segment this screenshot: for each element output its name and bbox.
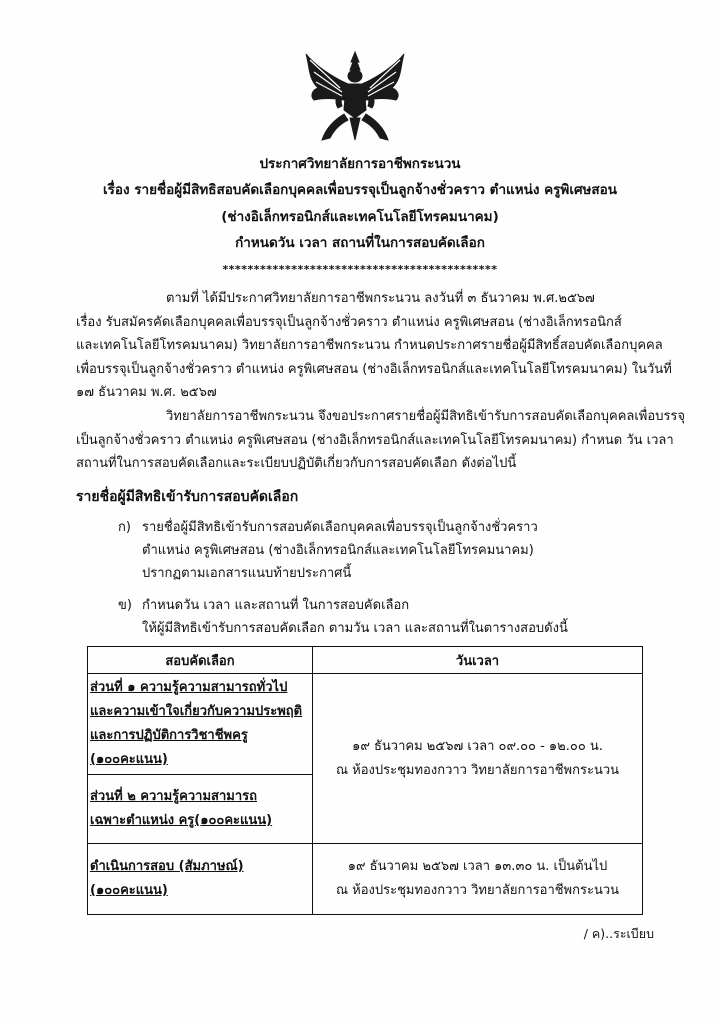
list-item-line: ปรากฏตามเอกสารแนบท้ายประกาศนี้ bbox=[142, 566, 352, 581]
cell-line: ส่วนที่ ๒ ความรู้ความสามารถ bbox=[90, 789, 257, 804]
exam-part-1 bbox=[88, 674, 313, 775]
column-header-datetime: วันเวลา bbox=[313, 647, 643, 674]
separator-stars: ******************************************** bbox=[222, 263, 498, 276]
exam-part-3 bbox=[88, 844, 313, 915]
column-header-exam: สอบคัดเลือก bbox=[88, 647, 313, 674]
eligible-list-heading: รายชื่อผู้มีสิทธิเข้ารับการสอบคัดเลือก bbox=[76, 489, 299, 505]
list-item-line: รายชื่อผู้มีสิทธิเข้ารับการสอบคัดเลือกบุคคลเพื่อบรรจุเป็นลูกจ้างชั่วคราว bbox=[142, 520, 538, 535]
cell-line: และการปฏิบัติการวิชาชีพครู bbox=[90, 728, 248, 743]
cell-line: ณ ห้องประชุมทองกวาว วิทยาลัยการอาชีพกระนวน bbox=[335, 762, 620, 778]
paragraph-reference bbox=[76, 287, 672, 405]
list-item-b bbox=[118, 594, 568, 640]
announcement-subject: เรื่อง รายชื่อผู้มีสิทธิสอบคัดเลือกบุคคลเพื่อบรรจุเป็นลูกจ้างชั่วคราว ตำแหน่ง ครูพิเศษสอน bbox=[103, 182, 617, 198]
paragraph-line: ตามที่ ได้มีประกาศวิทยาลัยการอาชีพกระนวน ลงวันที่ ๓ ธันวาคม พ.ศ.๒๕๖๗ bbox=[166, 291, 595, 306]
cell-line: ดำเนินการสอบ (สัมภาษณ์) bbox=[90, 859, 244, 874]
table-row bbox=[88, 844, 643, 915]
announcement-subject-field: (ช่างอิเล็กทรอนิกส์และเทคโนโลยีโทรคมนาคม) bbox=[221, 209, 499, 225]
paragraph-line: เพื่อบรรจุเป็นลูกจ้างชั่วคราว ตำแหน่ง ครูพิเศษสอน (ช่างอิเล็กทรอนิกส์และเทคโนโลยีโทรคมนาคม) ในวันที่ bbox=[76, 361, 672, 377]
continuation-note: / ค)..ระเบียบ bbox=[583, 926, 654, 941]
list-item-line: ให้ผู้มีสิทธิเข้ารับการสอบคัดเลือก ตามวัน เวลา และสถานที่ในตารางสอบดังนี้ bbox=[142, 621, 568, 636]
exam-part-2 bbox=[88, 775, 313, 844]
announcement-title: ประกาศวิทยาลัยการอาชีพกระนวน bbox=[259, 156, 461, 172]
cell-line: ๑๙ ธันวาคม ๒๕๖๗ เวลา ๑๓.๓๐ น. เป็นต้นไป bbox=[347, 859, 608, 874]
announcement-schedule-heading: กำหนดวัน เวลา สถานที่ในการสอบคัดเลือก bbox=[235, 235, 485, 251]
list-item-line: กำหนดวัน เวลา และสถานที่ ในการสอบคัดเลือก bbox=[142, 598, 410, 613]
paragraph-line: เรื่อง รับสมัครคัดเลือกบุคคลเพื่อบรรจุเป็นลูกจ้างชั่วคราว ตำแหน่ง ครูพิเศษสอน (ช่างอิเล็กทรอนิกส์ bbox=[76, 314, 622, 330]
exam-schedule-table bbox=[87, 646, 643, 915]
table-row bbox=[88, 674, 643, 775]
paragraph-line: เป็นลูกจ้างชั่วคราว ตำแหน่ง ครูพิเศษสอน (ช่างอิเล็กทรอนิกส์และเทคโนโลยีโทรคมนาคม) กำหนด วัน เวลา bbox=[76, 432, 674, 448]
table-header-row bbox=[88, 647, 643, 674]
cell-line: ณ ห้องประชุมทองกวาว วิทยาลัยการอาชีพกระนวน bbox=[335, 883, 620, 898]
cell-line: เฉพาะตำแหน่ง ครู(๑๐๐คะแนน) bbox=[90, 813, 273, 828]
list-marker: ข) bbox=[118, 598, 132, 613]
cell-line: (๑๐๐คะแนน) bbox=[90, 883, 168, 898]
paragraph-announcement bbox=[76, 405, 686, 476]
exam-datetime-1 bbox=[313, 674, 643, 844]
paragraph-line: ๑๗ ธันวาคม พ.ศ. ๒๕๖๗ bbox=[76, 385, 217, 400]
list-item-line: ตำแหน่ง ครูพิเศษสอน (ช่างอิเล็กทรอนิกส์และเทคโนโลยีโทรคมนาคม) bbox=[142, 543, 534, 558]
list-item-a bbox=[118, 516, 538, 585]
paragraph-line: และเทคโนโลยีโทรคมนาคม) วิทยาลัยการอาชีพกระนวน กำหนดประกาศรายชื่อผู้มีสิทธิ์สอบคัดเลือกบุคคล bbox=[76, 338, 663, 353]
cell-line: ๑๙ ธันวาคม ๒๕๖๗ เวลา ๐๙.๐๐ - ๑๒.๐๐ น. bbox=[352, 738, 603, 754]
garuda-emblem-icon bbox=[300, 48, 410, 148]
paragraph-line: วิทยาลัยการอาชีพกระนวน จึงขอประกาศรายชื่อผู้มีสิทธิเข้ารับการสอบคัดเลือกบุคคลเพื่อบรรจุ bbox=[166, 409, 686, 424]
cell-line: ส่วนที่ ๑ ความรู้ความสามารถทั่วไป bbox=[90, 680, 288, 695]
cell-line: และความเข้าใจเกี่ยวกับความประพฤติ bbox=[90, 704, 303, 719]
list-marker: ก) bbox=[118, 520, 131, 535]
cell-line: (๑๐๐คะแนน) bbox=[90, 752, 168, 767]
paragraph-line: สถานที่ในการสอบคัดเลือกและระเบียบปฏิบัติเกี่ยวกับการสอบคัดเลือก ดังต่อไปนี้ bbox=[76, 456, 517, 471]
exam-datetime-2 bbox=[313, 844, 643, 915]
